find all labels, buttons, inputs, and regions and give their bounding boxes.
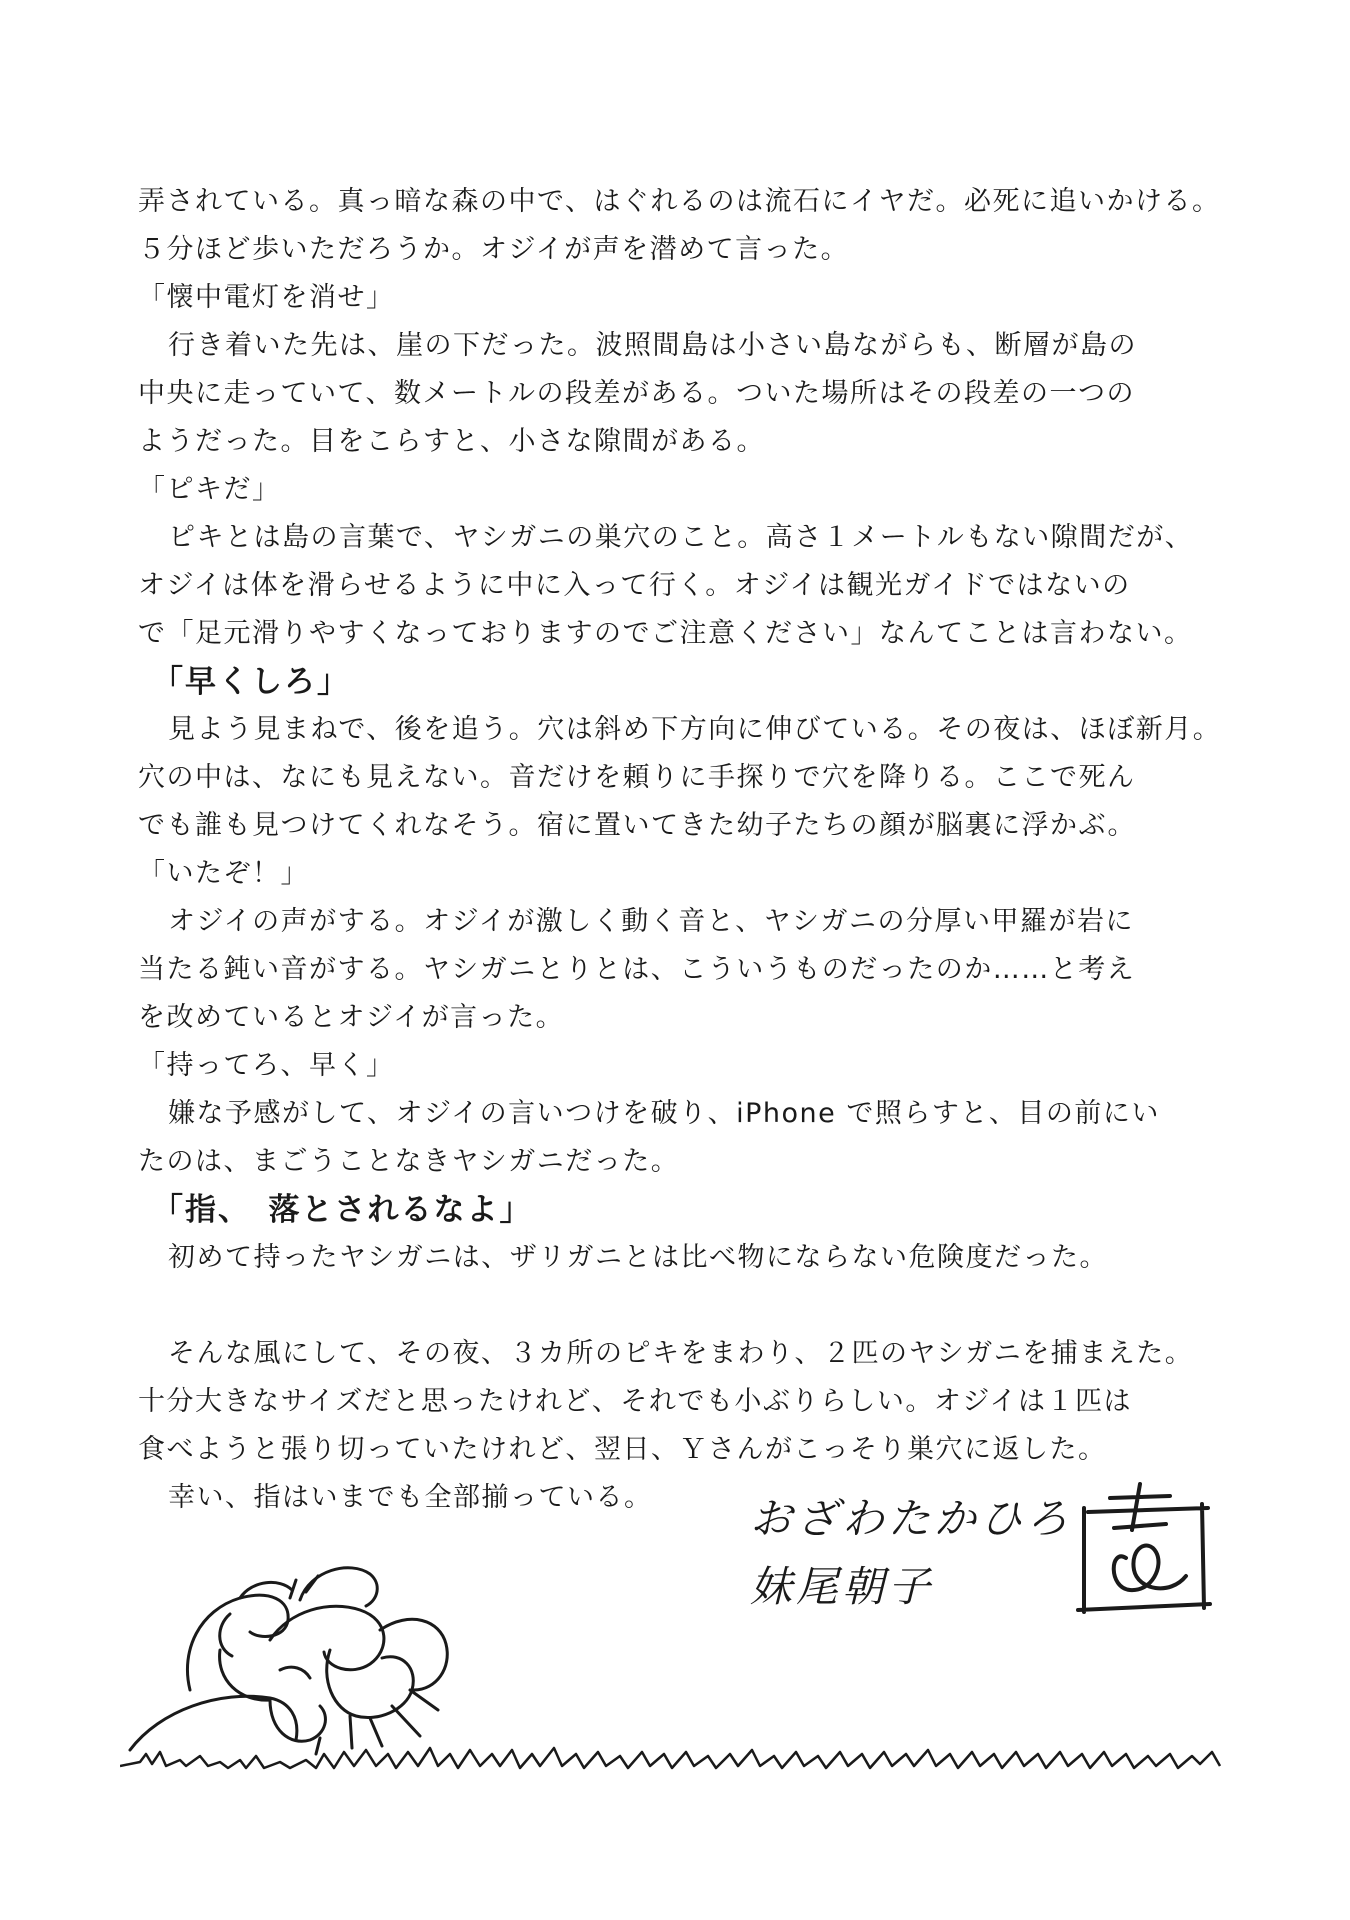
text-line: 当たる鈍い音がする。ヤシガニとりとは、こういうものだったのか……と考え — [138, 954, 1136, 985]
text-line: 見よう見まねで、後を追う。穴は斜め下方向に伸びている。その夜は、ほぼ新月。 — [168, 714, 1222, 745]
text-line: 「懐中電灯を消せ」 — [138, 282, 395, 313]
text-line: そんな風にして、その夜、３カ所のピキをまわり、２匹のヤシガニを捕まえた。 — [168, 1338, 1194, 1369]
text-line: 「ピキだ」 — [138, 474, 281, 505]
text-line: 弄されている。真っ暗な森の中で、はぐれるのは流石にイヤだ。必死に追いかける。 — [138, 186, 1221, 217]
signature-name-2: 妹尾朝子 — [750, 1562, 935, 1611]
text-line: オジイは体を滑らせるように中に入って行く。オジイは観光ガイドではないの — [138, 570, 1131, 601]
text-line: 初めて持ったヤシガニは、ザリガニとは比べ物にならない危険度だった。 — [168, 1242, 1108, 1273]
text-line: 食べようと張り切っていたけれど、翌日、Ｙさんがこっそり巣穴に返した。 — [138, 1434, 1107, 1465]
text-line: 「いたぞ！」 — [138, 858, 309, 889]
text-line: オジイの声がする。オジイが激しく動く音と、ヤシガニの分厚い甲羅が岩に — [168, 906, 1135, 937]
body-text — [138, 178, 1238, 1522]
text-line: 嫌な予感がして、オジイの言いつけを破り、iPhone で照らすと、目の前にい — [168, 1098, 1160, 1129]
text-line: 幸い、指はいまでも全部揃っている。 — [168, 1482, 653, 1513]
text-line: でも誰も見つけてくれなそう。宿に置いてきた幼子たちの顔が脳裏に浮かぶ。 — [138, 810, 1137, 841]
text-line: を改めているとオジイが言った。 — [138, 1002, 565, 1033]
coconut-crab-illustration — [120, 1540, 1240, 1780]
text-line: で「足元滑りやすくなっておりますのでご注意ください」なんてことは言わない。 — [138, 618, 1193, 649]
dialogue-heading: 「指、 落とされるなよ」 — [152, 1192, 533, 1228]
text-line: 中央に走っていて、数メートルの段差がある。ついた場所はその段差の一つの — [138, 378, 1135, 409]
text-line: ようだった。目をこらすと、小さな隙間がある。 — [138, 426, 765, 457]
text-line: 行き着いた先は、崖の下だった。波照間島は小さい島ながらも、断層が島の — [168, 330, 1137, 361]
text-line: 十分大きなサイズだと思ったけれど、それでも小ぶりらしい。オジイは１匹は — [138, 1386, 1132, 1417]
text-line: ピキとは島の言葉で、ヤシガニの巣穴のこと。高さ１メートルもない隙間だが、 — [168, 522, 1194, 553]
grass-icon — [120, 1748, 1220, 1768]
signature-name-1: おざわたかひろ — [750, 1494, 1073, 1543]
text-line: ５分ほど歩いただろうか。オジイが声を潜めて言った。 — [138, 234, 850, 265]
text-line: たのは、まごうことなきヤシガニだった。 — [138, 1146, 680, 1177]
paragraph-gap — [138, 1282, 1238, 1330]
text-line: 穴の中は、なにも見えない。音だけを頼りに手探りで穴を降りる。ここで死ん — [138, 762, 1136, 793]
dialogue-heading: 「早くしろ」 — [152, 664, 350, 700]
text-line: 「持ってろ、早く」 — [138, 1050, 395, 1081]
